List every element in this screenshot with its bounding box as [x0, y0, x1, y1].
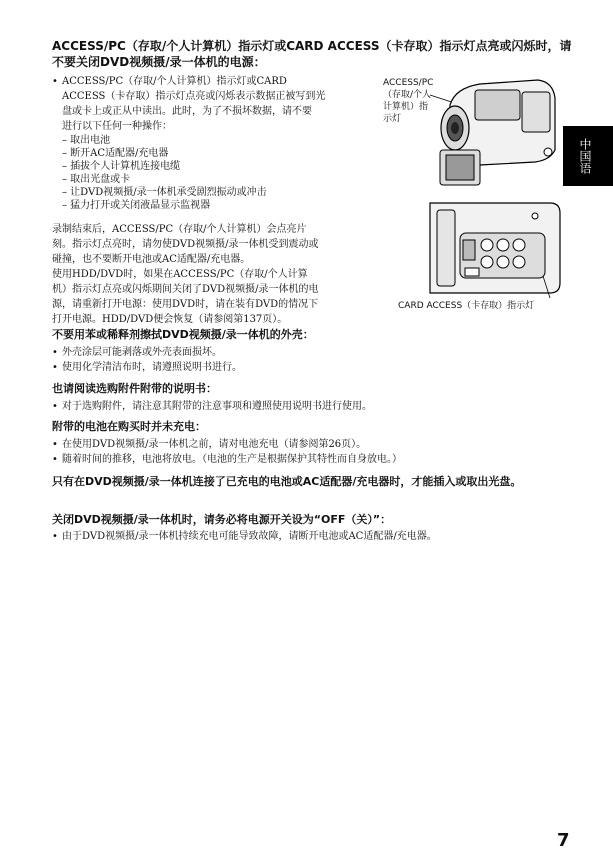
caption-line: ACCESS/PC	[383, 78, 434, 88]
page-number: 7	[557, 830, 570, 851]
list-item: • 对于选购附件，请注意其附带的注意事项和遵照使用说明书进行使用。	[52, 399, 572, 414]
section-list-accessories	[52, 399, 572, 414]
caption-line: 计算机）指	[383, 102, 429, 112]
list-item: – 让DVD视频摄/录一体机承受剧烈振动或冲击	[62, 187, 267, 198]
list-item: – 断开AC适配器/充电器	[62, 148, 169, 159]
section-list-battery	[52, 437, 572, 467]
list-item: • 在使用DVD视频摄/录一体机之前，请对电池充电（请参阅第26页）。	[52, 437, 572, 452]
section-heading-disc: 只有在DVD视频摄/录一体机连接了已充电的电池或AC适配器/充电器时，才能插入或取出光盘。	[52, 475, 522, 488]
paragraph-line: 机）指示灯点亮或闪烁期间关闭了DVD视频摄/录一体机的电	[52, 284, 319, 295]
list-item: – 取出电池	[62, 135, 111, 146]
main-heading: ACCESS/PC（存取/个人计算机）指示灯或CARD ACCESS（卡存取）指示灯点亮或闪烁时，请不要关闭DVD视频摄/录一体机的电源：	[52, 39, 572, 69]
paragraph-line: 录制结束后，ACCESS/PC（存取/个人计算机）会点亮片	[52, 224, 307, 235]
caption-line: （存取/个人	[383, 90, 432, 100]
list-item: – 猛力打开或关闭液晶显示监视器	[62, 200, 211, 211]
paragraph-line: 源，请重新打开电源：使用DVD时，请在装有DVD的情况下	[52, 299, 319, 310]
intro-line-3: 盘或卡上或正从中读出。此时，为了不损坏数据，请不要	[62, 106, 312, 117]
section-heading-battery: 附带的电池在购买时并未充电：	[52, 420, 206, 433]
list-item: • 由于DVD视频摄/录一体机持续充电可能导致故障，请断开电池或AC适配器/充电器。	[52, 529, 572, 544]
camcorder-side-illustration	[425, 198, 565, 298]
section-heading-power-off: 关闭DVD视频摄/录一体机时，请务必将电源开关设为“OFF（关）”：	[52, 513, 392, 526]
section-list-power-off	[52, 529, 572, 544]
section-heading-accessories: 也请阅读选购附件附带的说明书：	[52, 382, 217, 395]
intro-line-4: 进行以下任何一种操作：	[62, 121, 172, 132]
list-item: • 外壳涂层可能剥落或外壳表面损坏。	[52, 345, 572, 360]
recording-note-paragraph	[52, 222, 370, 327]
list-item: – 取出光盘或卡	[62, 174, 131, 185]
card-access-caption: CARD ACCESS（卡存取）指示灯	[398, 301, 535, 311]
intro-line-2: ACCESS（卡存取）指示灯点亮或闪烁表示数据正被写到光	[62, 91, 326, 102]
caption-line: 示灯	[383, 114, 402, 124]
camcorder-front-illustration	[410, 70, 560, 195]
paragraph-line: 刻。指示灯点亮时，请勿使DVD视频摄/录一体机受到震动或	[52, 239, 319, 250]
section-heading-benzine: 不要用苯或稀释剂擦拭DVD视频摄/录一体机的外壳：	[52, 328, 314, 341]
list-item: • 随着时间的推移，电池将放电。（电池的生产是根据保护其特性而自身放电。）	[52, 452, 572, 467]
intro-line-1: • ACCESS/PC（存取/个人计算机）指示灯或CARD	[52, 74, 370, 89]
section-list-benzine	[52, 345, 572, 375]
list-item: – 插拔个人计算机连接电缆	[62, 161, 181, 172]
paragraph-line: 碰撞，也不要断开电池或AC适配器/充电器。	[52, 254, 251, 265]
language-tab	[563, 126, 613, 186]
paragraph-line: 打开电源。HDD/DVD便会恢复（请参阅第137页）。	[52, 314, 288, 325]
operation-list	[52, 134, 370, 212]
language-tab-label: 中国语	[578, 138, 592, 174]
intro-block	[52, 74, 370, 212]
list-item: • 使用化学清洁布时，请遵照说明书进行。	[52, 360, 572, 375]
paragraph-line: 使用HDD/DVD时，如果在ACCESS/PC（存取/个人计算	[52, 269, 308, 280]
